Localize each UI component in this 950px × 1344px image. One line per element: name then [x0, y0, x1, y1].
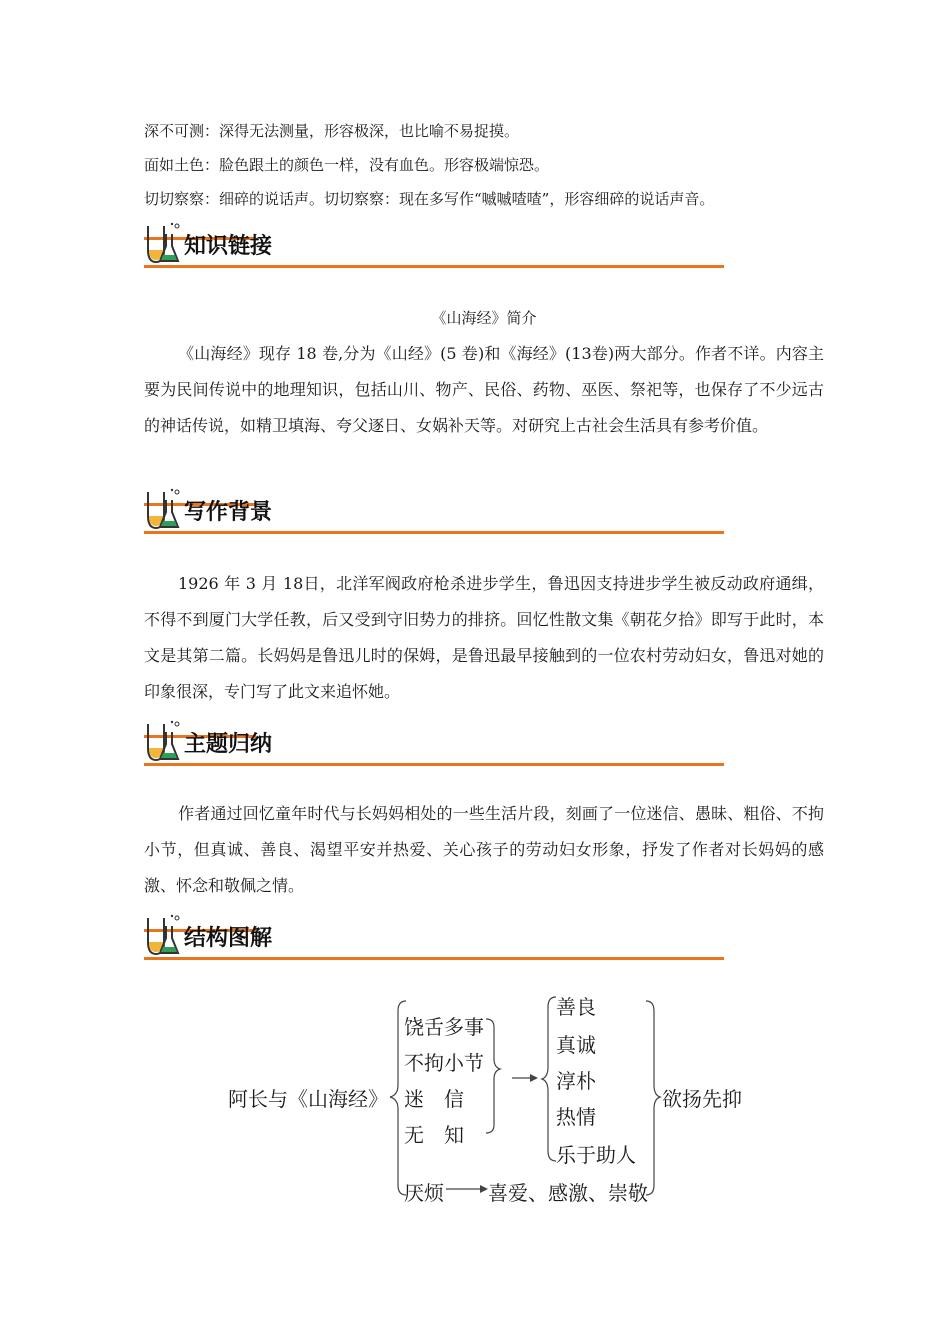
- section-paragraph: 作者通过回忆童年时代与长妈妈相处的一些生活片段，刻画了一位迷信、愚昧、粗俗、不拘小节，但真诚、善良、渴望平安并热爱、关心孩子的劳动妇女形象，抒发了作者对长妈妈的感激、怀念和敬佩之情。: [144, 804, 824, 895]
- section-title: 写作背景: [184, 500, 273, 525]
- section-title: 主题归纳: [184, 732, 273, 757]
- diagram-right-item: 乐于助人: [556, 1143, 636, 1167]
- lab-flask-icon: [144, 220, 182, 264]
- heading-underline: [144, 265, 724, 268]
- lab-flask-icon: [144, 718, 182, 762]
- heading-underline: [144, 763, 724, 766]
- section-heading-knowledge: [144, 218, 724, 268]
- lab-flask-icon: [144, 486, 182, 530]
- section-heading-background: [144, 484, 724, 534]
- diagram-right-item: 热情: [556, 1105, 596, 1129]
- section-title: 知识链接: [184, 234, 273, 259]
- definition-line: 深不可测：深得无法测量，形容极深，也比喻不易捉摸。: [144, 122, 520, 140]
- section-heading-structure: [144, 910, 724, 960]
- section-subtitle: 《山海经》简介: [431, 309, 537, 327]
- definition-line: 面如土色：脸色跟土的颜色一样，没有血色。形容极端惊恐。: [144, 156, 550, 174]
- heading-underline: [144, 531, 724, 534]
- diagram-right-item: 善良: [556, 995, 596, 1019]
- diagram-left-item: 不拘小节: [404, 1051, 484, 1075]
- structure-diagram: [200, 985, 800, 1215]
- diagram-left-item: 无 知: [404, 1123, 464, 1147]
- lab-flask-icon: [144, 912, 182, 956]
- diagram-right-item: 淳朴: [556, 1069, 596, 1093]
- section-title: 结构图解: [184, 926, 273, 951]
- diagram-bottom-to: 喜爱、感激、崇敬: [488, 1181, 648, 1205]
- section-heading-theme: [144, 716, 724, 766]
- section-paragraph: 《山海经》现存 18 卷,分为《山经》(5 卷)和《海经》(13卷)两大部分。作者不详。内容主要为民间传说中的地理知识，包括山川、物产、民俗、药物、巫医、祭祀等，也保存了不少远古的神话传说，如精卫填海、夸父逐日、女娲补天等。对研究上古社会生活具有参考价值。: [144, 344, 824, 435]
- diagram-left-item: 饶舌多事: [404, 1015, 484, 1039]
- diagram-right-item: 真诚: [556, 1033, 596, 1057]
- diagram-bottom-from: 厌烦: [404, 1181, 444, 1205]
- diagram-root: 阿长与《山海经》: [228, 1087, 388, 1111]
- diagram-conclusion: 欲扬先抑: [662, 1087, 742, 1111]
- definition-line: 切切察察：细碎的说话声。切切察察：现在多写作“嘁嘁喳喳”，形容细碎的说话声音。: [144, 190, 715, 208]
- section-paragraph: 1926 年 3 月 18日，北洋军阀政府枪杀进步学生，鲁迅因支持进步学生被反动政府通缉，不得不到厦门大学任教，后又受到守旧势力的排挤。回忆性散文集《朝花夕拾》即写于此时，本文是其第二篇。长妈妈是鲁迅儿时的保姆，是鲁迅最早接触到的一位农村劳动妇女，鲁迅对她的印象很深，专门写了此文来追怀她。: [144, 574, 824, 701]
- heading-underline: [144, 957, 724, 960]
- diagram-left-item: 迷 信: [404, 1087, 464, 1111]
